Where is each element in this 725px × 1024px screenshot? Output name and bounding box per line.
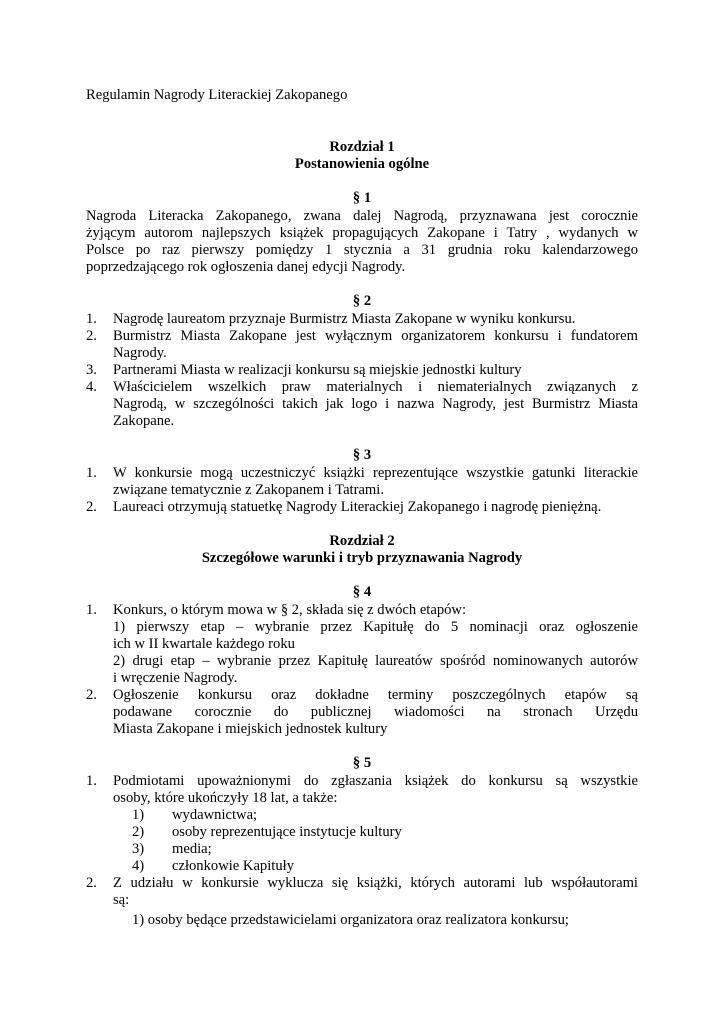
list-number: 2.: [86, 687, 97, 703]
list-number: 1.: [86, 465, 97, 481]
list-item-text: związane tematycznie z Zakopanem i Tatrami.: [113, 482, 384, 498]
list-item-text: są:: [113, 892, 130, 908]
paragraph-2-mark: § 2: [352, 293, 372, 309]
sublist-item-text: członkowie Kapituły: [172, 858, 294, 874]
sublist-number: 4): [132, 858, 145, 874]
paragraph-1-line: żyjącym autorom najlepszych książek propagujących Zakopane i Tatry , wydanych w: [86, 225, 638, 241]
list-number: 2.: [86, 499, 97, 515]
paragraph-1-line: Nagroda Literacka Zakopanego, zwana dalej Nagrodą, przyznawana jest corocznie: [86, 208, 638, 224]
list-number: 4.: [86, 379, 97, 395]
paragraph-3-mark: § 3: [352, 447, 372, 463]
list-item-text: 1) pierwszy etap – wybranie przez Kapitułę do 5 nominacji oraz ogłoszenie: [113, 619, 638, 635]
list-item-text: 2) drugi etap – wybranie przez Kapitułę laureatów spośród nominowanych autorów: [113, 653, 638, 669]
sublist-number: 1): [132, 807, 145, 823]
list-number: 3.: [86, 362, 97, 378]
list-number: 2.: [86, 328, 97, 344]
list-item-text: W konkursie mogą uczestniczyć książki reprezentujące wszystkie gatunki literackie: [113, 465, 638, 481]
list-item-text: podawane corocznie do publicznej wiadomości na stronach Urzędu: [113, 704, 638, 720]
list-item-text: ich w II kwartale każdego roku: [113, 636, 295, 652]
list-item-text: Konkurs, o którym mowa w § 2, składa się z dwóch etapów:: [113, 602, 467, 618]
document-title: Regulamin Nagrody Literackiej Zakopanego: [86, 87, 348, 103]
list-number: 1.: [86, 602, 97, 618]
paragraph-1-line: Polsce po raz pierwszy pomiędzy 1 stycznia a 31 grudnia roku kalendarzowego: [86, 242, 638, 258]
list-item-text: i wręczenie Nagrody.: [113, 670, 238, 686]
sublist-number: 3): [132, 841, 145, 857]
sublist-item-text: wydawnictwa;: [172, 807, 258, 823]
chapter-2-heading: Rozdział 2: [329, 533, 395, 549]
list-item-text: Nagrodę laureatom przyznaje Burmistrz Miasta Zakopane w wyniku konkursu.: [113, 311, 576, 327]
sublist-number: 2): [132, 824, 145, 840]
sublist-item-text: osoby reprezentujące instytucje kultury: [172, 824, 402, 840]
list-number: 2.: [86, 875, 97, 891]
list-item-text: Nagrody.: [113, 345, 167, 361]
sublist-item-text: media;: [172, 841, 212, 857]
list-item-text: Właścicielem wszelkich praw materialnych i niematerialnych związanych z: [113, 379, 638, 395]
paragraph-4-mark: § 4: [352, 584, 372, 600]
chapter-1-heading: Rozdział 1: [329, 139, 395, 155]
list-number: 1.: [86, 773, 97, 789]
list-item-text: Podmiotami upoważnionymi do zgłaszania książek do konkursu są wszystkie: [113, 773, 638, 789]
chapter-1-subtitle: Postanowienia ogólne: [294, 156, 430, 172]
sublist-item-text: 1) osoby będące przedstawicielami organizatora oraz realizatora konkursu;: [132, 912, 569, 928]
list-item-text: Zakopane.: [113, 413, 175, 429]
list-item-text: osoby, które ukończyły 18 lat, a także:: [113, 790, 338, 806]
list-item-text: Partnerami Miasta w realizacji konkursu są miejskie jednostki kultury: [113, 362, 522, 378]
paragraph-5-mark: § 5: [352, 755, 372, 771]
list-item-text: Miasta Zakopane i miejskich jednostek kultury: [113, 721, 388, 737]
list-item-text: Z udziału w konkursie wyklucza się książki, których autorami lub współautorami: [113, 875, 638, 891]
list-item-text: Ogłoszenie konkursu oraz dokładne terminy poszczególnych etapów są: [113, 687, 638, 703]
list-item-text: Burmistrz Miasta Zakopane jest wyłącznym organizatorem konkursu i fundatorem: [113, 328, 638, 344]
list-item-text: Laureaci otrzymują statuetkę Nagrody Literackiej Zakopanego i nagrodę pieniężną.: [113, 499, 602, 515]
list-number: 1.: [86, 311, 97, 327]
chapter-2-subtitle: Szczegółowe warunki i tryb przyznawania Nagrody: [201, 550, 523, 566]
paragraph-1-line: poprzedzającego rok ogłoszenia danej edycji Nagrody.: [86, 259, 406, 275]
list-item-text: Nagrodą, w szczególności takich jak logo i nazwa Nagrody, jest Burmistrz Miasta: [113, 396, 638, 412]
paragraph-1-mark: § 1: [352, 190, 372, 206]
